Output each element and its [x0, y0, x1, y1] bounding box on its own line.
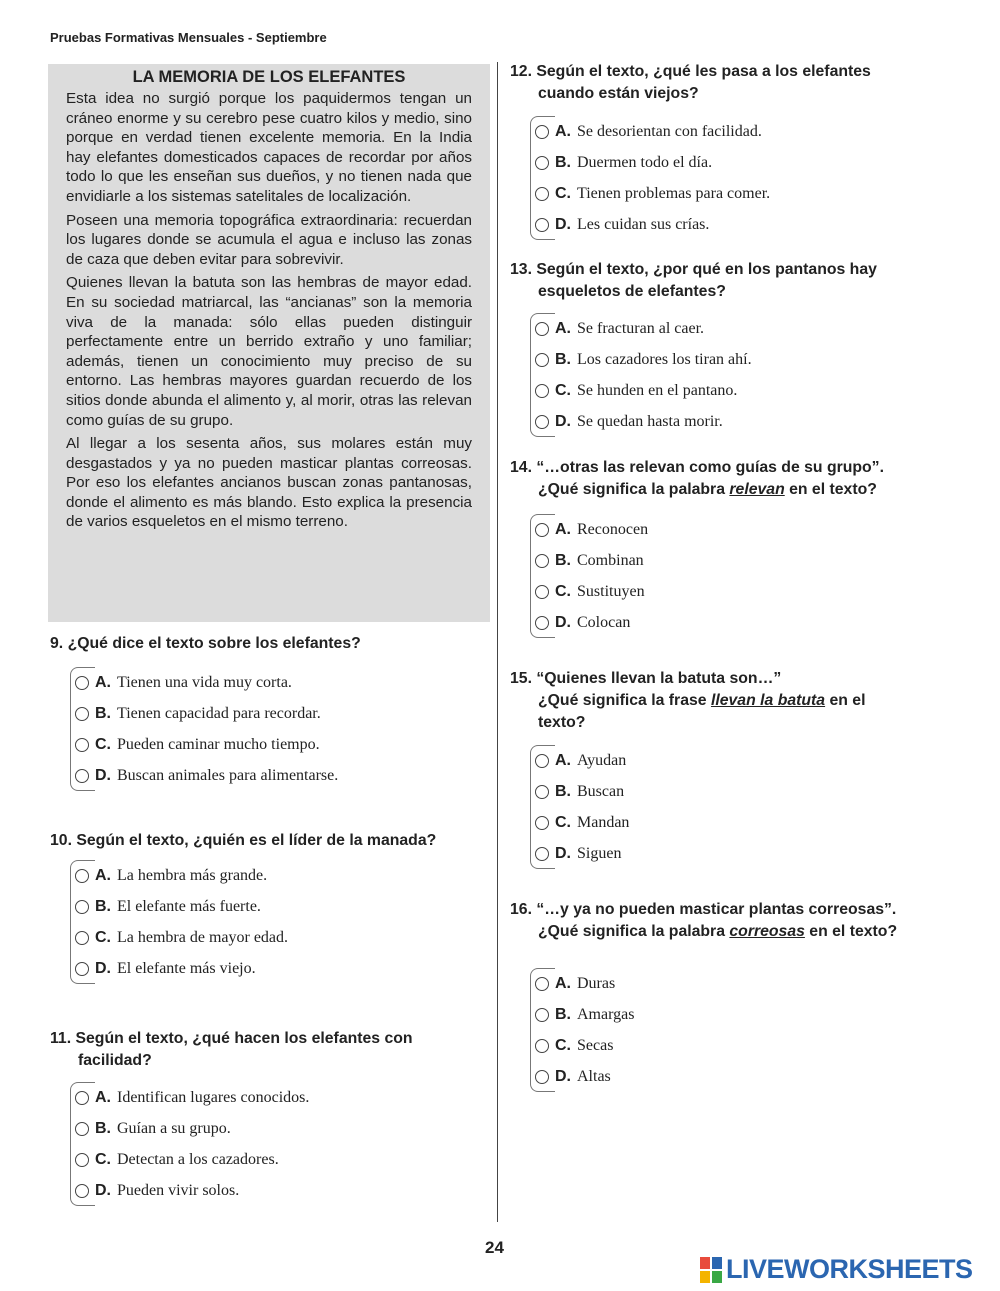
radio-circle-icon[interactable] — [535, 187, 549, 201]
page-header: Pruebas Formativas Mensuales - Septiembre — [50, 30, 327, 45]
options-group — [530, 968, 897, 1092]
option-b[interactable]: B. Guían a su grupo. — [70, 1113, 413, 1144]
question-text: 9. ¿Qué dice el texto sobre los elefantes? — [50, 635, 361, 652]
options-group — [70, 860, 436, 984]
highlighted-word: relevan — [729, 481, 785, 498]
option-a[interactable]: A. Se desorientan con facilidad. — [530, 116, 871, 147]
option-a[interactable]: A. La hembra más grande. — [70, 860, 436, 891]
radio-circle-icon[interactable] — [75, 1184, 89, 1198]
option-c[interactable]: C. La hembra de mayor edad. — [70, 922, 436, 953]
option-b[interactable]: B. Combinan — [530, 545, 884, 576]
radio-circle-icon[interactable] — [75, 769, 89, 783]
radio-circle-icon[interactable] — [535, 847, 549, 861]
option-b[interactable]: B. Amargas — [530, 999, 897, 1030]
radio-circle-icon[interactable] — [535, 523, 549, 537]
radio-circle-icon[interactable] — [535, 754, 549, 768]
page-number: 24 — [485, 1238, 504, 1257]
radio-circle-icon[interactable] — [75, 931, 89, 945]
question-text: 16. “…y ya no pueden masticar plantas correosas”. ¿Qué significa la palabra correosas en el texto? — [510, 901, 898, 940]
option-b[interactable]: B. El elefante más fuerte. — [70, 891, 436, 922]
radio-circle-icon[interactable] — [535, 585, 549, 599]
reading-paragraph: Poseen una memoria topográfica extraordinaria: recuerdan los lugares donde se acumula el agua e incluso las zonas de caza que deben evitar para sobrevivir. — [66, 211, 472, 268]
option-b[interactable]: B. Buscan — [530, 776, 865, 807]
option-c[interactable]: C. Mandan — [530, 807, 865, 838]
option-d[interactable]: D. Se quedan hasta morir. — [530, 406, 877, 437]
radio-circle-icon[interactable] — [535, 1039, 549, 1053]
question-14 — [510, 457, 884, 638]
option-a[interactable]: A. Tienen una vida muy corta. — [70, 667, 361, 698]
question-text: 11. Según el texto, ¿qué hacen los elefantes con facilidad? — [50, 1030, 413, 1069]
question-11 — [50, 1028, 413, 1206]
options-group — [530, 313, 877, 437]
option-d[interactable]: D. Pueden vivir solos. — [70, 1175, 413, 1206]
radio-circle-icon[interactable] — [535, 384, 549, 398]
question-12 — [510, 61, 871, 240]
option-b[interactable]: B. Tienen capacidad para recordar. — [70, 698, 361, 729]
option-b[interactable]: B. Los cazadores los tiran ahí. — [530, 344, 877, 375]
option-a[interactable]: A. Se fracturan al caer. — [530, 313, 877, 344]
radio-circle-icon[interactable] — [535, 1008, 549, 1022]
options-group — [530, 116, 871, 240]
option-a[interactable]: A. Duras — [530, 968, 897, 999]
option-b[interactable]: B. Duermen todo el día. — [530, 147, 871, 178]
radio-circle-icon[interactable] — [535, 1070, 549, 1084]
radio-circle-icon[interactable] — [75, 1122, 89, 1136]
radio-circle-icon[interactable] — [535, 977, 549, 991]
radio-circle-icon[interactable] — [75, 707, 89, 721]
highlighted-word: correosas — [729, 923, 805, 940]
highlighted-phrase: llevan la batuta — [710, 692, 826, 709]
reading-passage — [48, 64, 490, 622]
radio-circle-icon[interactable] — [75, 1153, 89, 1167]
question-text: 14. “…otras las relevan como guías de su grupo”. ¿Qué significa la palabra relevan en el texto? — [510, 459, 884, 498]
option-c[interactable]: C. Se hunden en el pantano. — [530, 375, 877, 406]
options-group — [530, 514, 884, 638]
option-d[interactable]: D. Colocan — [530, 607, 884, 638]
reading-paragraph: Al llegar a los sesenta años, sus molares están muy desgastados y ya no pueden masticar plantas correosas. Por eso los elefantes ancianos buscan zonas pantanosas, donde el alimento es más blando. Esto explica la presencia de varios esqueletos en el mismo terreno. — [66, 435, 472, 531]
option-c[interactable]: C. Detectan a los cazadores. — [70, 1144, 413, 1175]
radio-circle-icon[interactable] — [75, 962, 89, 976]
option-d[interactable]: D. El elefante más viejo. — [70, 953, 436, 984]
question-15 — [510, 668, 865, 869]
radio-circle-icon[interactable] — [75, 676, 89, 690]
reading-title: LA MEMORIA DE LOS ELEFANTES — [132, 68, 406, 86]
option-a[interactable]: A. Reconocen — [530, 514, 884, 545]
radio-circle-icon[interactable] — [535, 156, 549, 170]
radio-circle-icon[interactable] — [535, 616, 549, 630]
option-c[interactable]: C. Tienen problemas para comer. — [530, 178, 871, 209]
question-text: 13. Según el texto, ¿por qué en los pantanos hay esqueletos de elefantes? — [510, 261, 877, 300]
option-a[interactable]: A. Ayudan — [530, 745, 865, 776]
radio-circle-icon[interactable] — [75, 738, 89, 752]
question-text: 10. Según el texto, ¿quién es el líder de la manada? — [50, 832, 437, 849]
option-d[interactable]: D. Siguen — [530, 838, 865, 869]
radio-circle-icon[interactable] — [535, 816, 549, 830]
option-d[interactable]: D. Buscan animales para alimentarse. — [70, 760, 361, 791]
question-text: 15. “Quienes llevan la batuta son…” ¿Qué significa la frase llevan la batuta en el texto? — [510, 670, 866, 731]
radio-circle-icon[interactable] — [535, 125, 549, 139]
question-16 — [510, 899, 897, 1092]
radio-circle-icon[interactable] — [75, 869, 89, 883]
radio-circle-icon[interactable] — [535, 218, 549, 232]
option-d[interactable]: D. Altas — [530, 1061, 897, 1092]
option-c[interactable]: C. Secas — [530, 1030, 897, 1061]
reading-paragraph: Esta idea no surgió porque los paquidermos tengan un cráneo enorme y su cerebro pese cuatro kilos y medio, sino porque en verdad tienen excelente memoria. En la India hay elefantes domesticados capaces de recordar por años todo lo que les enseñan sus dueños, y no tienen nada que envidiarle a los sistemas satelitales de localización. — [66, 90, 472, 205]
question-9 — [50, 633, 361, 791]
reading-paragraph: Quienes llevan la batuta son las hembras de mayor edad. En su sociedad matriarcal, las “ancianas” son la memoria viva de la manada: sólo ellas pueden distinguir perfectamente entre un berrido extraño y uno familiar; además, tienen un conocimiento muy preciso de su entorno. Las hembras mayores guardan recuerdo de los sitios donde abunda el alimento y, al morir, otras las relevan como guías de su grupo. — [66, 274, 472, 429]
liveworksheets-logo — [700, 1254, 973, 1285]
radio-circle-icon[interactable] — [75, 900, 89, 914]
radio-circle-icon[interactable] — [535, 415, 549, 429]
question-10 — [50, 830, 436, 984]
options-group — [70, 667, 361, 791]
option-c[interactable]: C. Sustituyen — [530, 576, 884, 607]
radio-circle-icon[interactable] — [535, 785, 549, 799]
radio-circle-icon[interactable] — [535, 322, 549, 336]
column-divider — [497, 62, 498, 1222]
question-text: 12. Según el texto, ¿qué les pasa a los elefantes cuando están viejos? — [510, 63, 871, 102]
radio-circle-icon[interactable] — [535, 353, 549, 367]
options-group — [70, 1082, 413, 1206]
options-group — [530, 745, 865, 869]
option-d[interactable]: D. Les cuidan sus crías. — [530, 209, 871, 240]
logo-text: LIVEWORKSHEETS — [726, 1254, 973, 1284]
option-a[interactable]: A. Identifican lugares conocidos. — [70, 1082, 413, 1113]
radio-circle-icon[interactable] — [535, 554, 549, 568]
option-c[interactable]: C. Pueden caminar mucho tiempo. — [70, 729, 361, 760]
radio-circle-icon[interactable] — [75, 1091, 89, 1105]
logo-mark-icon — [700, 1257, 722, 1283]
question-13 — [510, 259, 877, 437]
